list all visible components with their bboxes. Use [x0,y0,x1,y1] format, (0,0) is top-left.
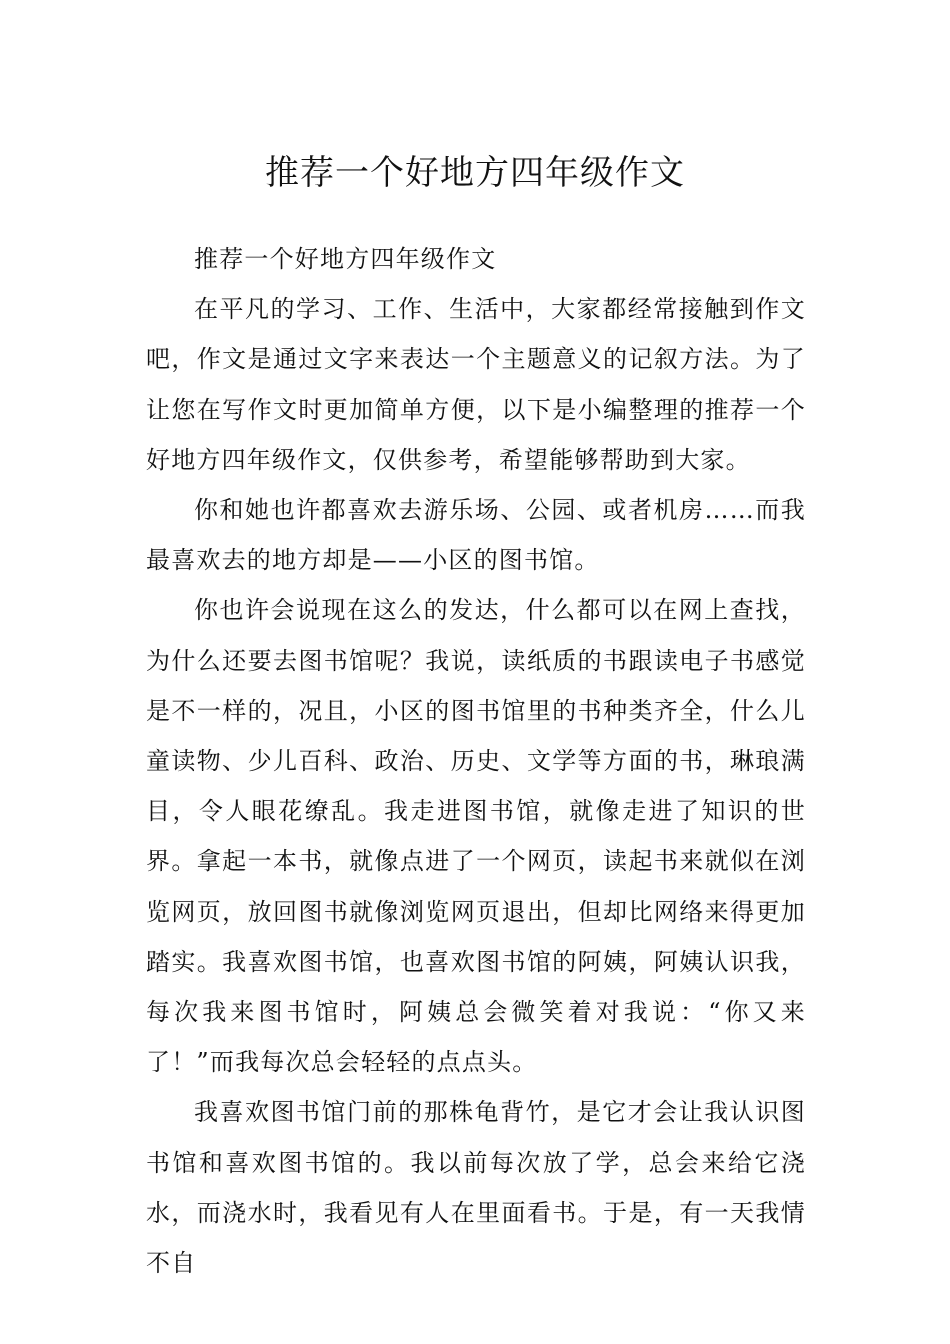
document-title: 推荐一个好地方四年级作文 [265,153,685,193]
document-body [146,234,806,1288]
paragraph-intro: 在平凡的学习、工作、生活中，大家都经常接触到作文吧，作文是通过文字来表达一个主题意义的记叙方法。为了让您在写作文时更加简单方便，以下是小编整理的推荐一个好地方四年级作文，仅供参考，希望能够帮助到大家。 [146,295,806,474]
paragraph-bamboo: 我喜欢图书馆门前的那株龟背竹，是它才会让我认识图书馆和喜欢图书馆的。我以前每次放了学，总会来给它浇水，而浇水时，我看见有人在里面看书。于是，有一天我情不自 [146,1098,806,1278]
paragraph-subtitle: 推荐一个好地方四年级作文 [194,245,497,273]
paragraph-library-description: 你也许会说现在这么的发达，什么都可以在网上查找，为什么还要去图书馆呢？我说，读纸质的书跟读电子书感觉是不一样的，况且，小区的图书馆里的书种类齐全，什么儿童读物、少儿百科、政治、历史、文学等方面的书，琳琅满目，令人眼花缭乱。我走进图书馆，就像走进了知识的世界。拿起一本书，就像点进了一个网页，读起书来就似在浏览网页，放回图书就像浏览网页退出，但却比网络来得更加踏实。我喜欢图书馆，也喜欢图书馆的阿姨，阿姨认识我，每次我来图书馆时，阿姨总会微笑着对我说：“你又来了！”而我每次总会轻轻的点点头。 [146,596,806,1077]
paragraph-favorite-place: 你和她也许都喜欢去游乐场、公园、或者机房……而我最喜欢去的地方却是——小区的图书馆。 [146,496,806,575]
